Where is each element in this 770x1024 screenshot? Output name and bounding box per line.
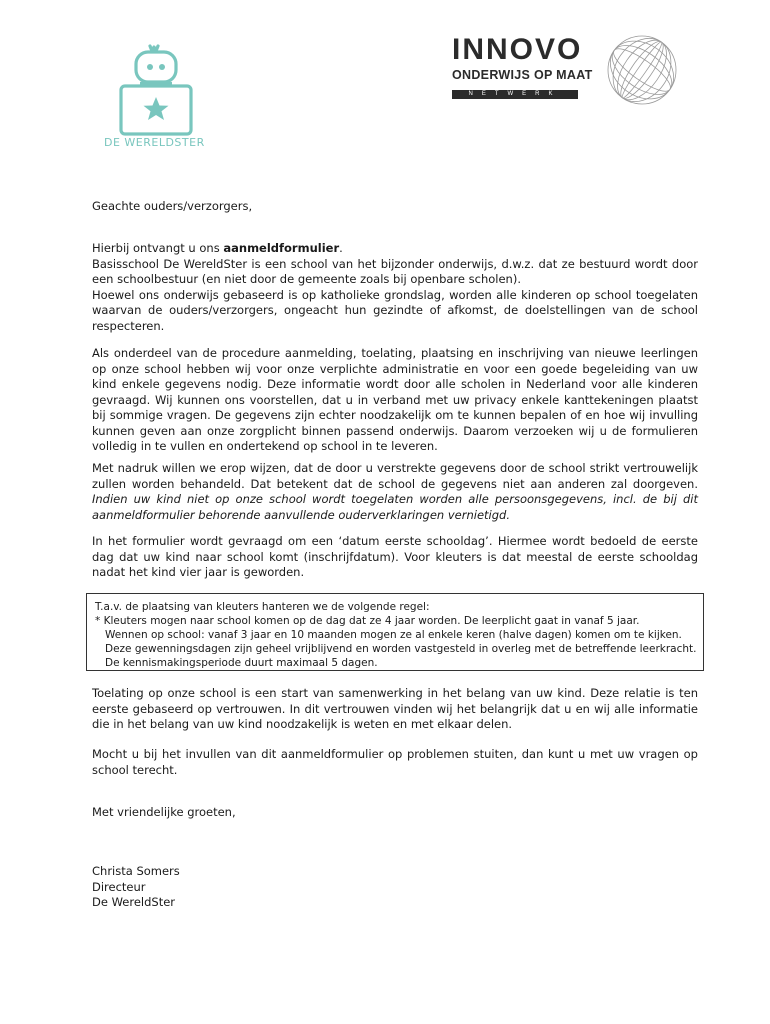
signer-organization: De WereldSter [92,895,176,909]
kindergarten-rule-box [86,593,704,671]
network-logo-band: NETWERK [452,90,578,99]
confidentiality-text: Met nadruk willen we erop wijzen, dat de door u verstrekte gegevens door de school strikt vertrouwelijk zullen worden behandeld. Dat betekent dat de school de gegevens niet aan anderen zal doorgeven. [92,461,698,491]
rule-box-heading: T.a.v. de plaatsing van kleuters hanteren we de volgende regel: [95,601,430,613]
signature-block [92,864,698,911]
signer-name: Christa Somers [92,864,180,878]
intro-bold-term: aanmeldformulier [223,241,340,255]
intro-paragraph [92,241,698,334]
signer-title: Directeur [92,879,146,894]
intro-suffix: . [339,241,343,255]
rule-box-item: * Kleuters mogen naar school komen op de dag dat ze 4 jaar worden. De leerplicht gaat in vanaf 5 jaar. [95,615,640,627]
rule-box-detail: Wennen op school: vanaf 3 jaar en 10 maanden mogen ze al enkele keren (halve dagen) komen om te kijken. Deze gewenningsdagen zijn geheel vrijblijvend en worden vastgesteld in overleg met de betreffende leerkracht. De kennismakingsperiode duurt maximaal 5 dagen. [105,629,697,669]
paragraph-school-type: Basisschool De WereldSter is een school van het bijzonder onderwijs, d.w.z. dat ze bestuurd wordt door een schoolbestuur (en niet door de gemeente zoals bij openbare scholen). [92,256,698,286]
closing: Met vriendelijke groeten, [92,805,236,819]
confidentiality-italic-text: Indien uw kind niet op onze school wordt toegelaten worden alle persoonsgegevens, incl. de bij dit aanmeldformulier behorende aanvullende ouderverklaringen vernietigd. [92,492,698,522]
paragraph-trust: Toelating op onze school is een start van samenwerking in het belang van uw kind. Deze relatie is ten eerste gebaseerd op vertrouwen. In dit vertrouwen vinden wij het belangrijk dat u en wij alle informatie die in het belang van uw kind noodzakelijk is weten en met elkaar delen. [92,686,698,731]
paragraph-procedure: Als onderdeel van de procedure aanmelding, toelating, plaatsing en inschrijving van nieuwe leerlingen op onze school hebben wij voor onze verplichte administratie en voor een goede begeleiding van uw kind enkele gegevens nodig. Deze informatie wordt door alle scholen in Nederland voor alle kinderen gevraagd. Wij kunnen ons voorstellen, dat u in verband met uw privacy enkele kanttekeningen plaatst bij sommige vragen. De gegevens zijn echter noodzakelijk om te kunnen bepalen of en hoe wij invulling kunnen geven aan onze zorgplicht binnen passend onderwijs. Daarom verzoeken wij u de formulieren volledig in te vullen en ondertekend op school in te leveren. [92,346,698,453]
salutation: Geachte ouders/verzorgers, [92,199,253,213]
paragraph-first-schoolday: In het formulier wordt gevraagd om een ‘datum eerste schooldag’. Hiermee wordt bedoeld de eerste dag dat uw kind naar school komt (inschrijfdatum). Voor kleuters is dat meestal de eerste schooldag nadat het kind vier jaar is geworden. [92,534,698,579]
paragraph-questions: Mocht u bij het invullen van dit aanmeldformulier op problemen stuiten, dan kunt u met uw vragen op school terecht. [92,747,698,777]
paragraph-admission-basis: Hoewel ons onderwijs gebaseerd is op katholieke grondslag, worden alle kinderen op school toegelaten waarvan de ouders/verzorgers, ongeacht hun gezindte of afkomst, de doelstellingen van de school respecteren. [92,287,698,333]
innovo-globe-icon [606,34,678,106]
school-logo-text: DE WERELDSTER [104,136,205,149]
intro-prefix: Hierbij ontvangt u ons [92,241,224,255]
paragraph-confidentiality [92,461,698,523]
network-logo-subtitle: ONDERWIJS OP MAAT [452,68,593,82]
network-logo-title: INNOVO [452,33,583,66]
